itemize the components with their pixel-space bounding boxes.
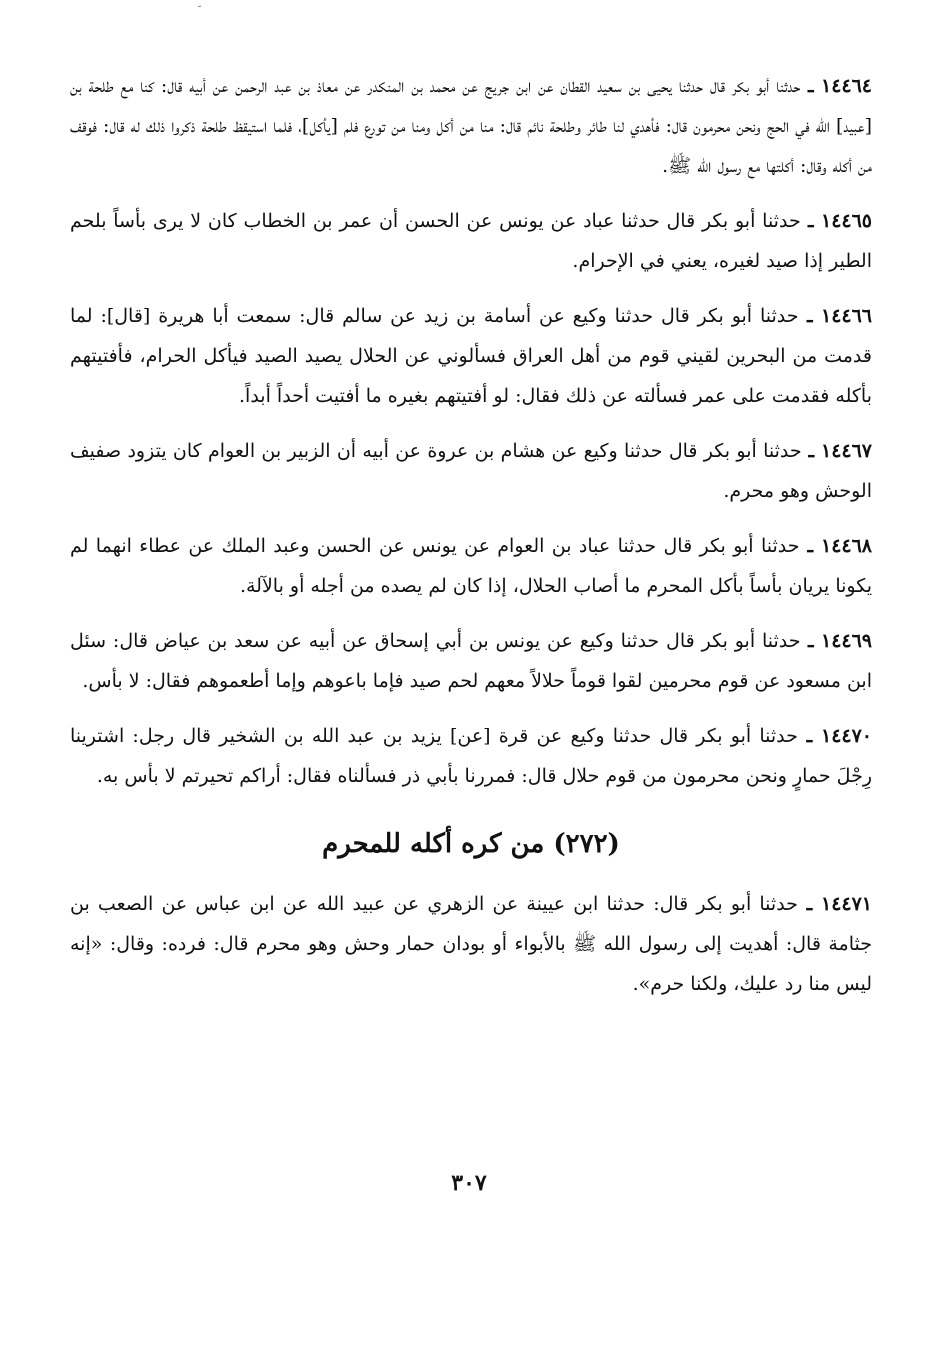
hadith-number: ١٤٤٦٧ bbox=[820, 440, 873, 462]
hadith-entry bbox=[70, 296, 872, 416]
hadith-entry bbox=[70, 526, 872, 606]
hadith-entry bbox=[70, 431, 872, 511]
hadith-number: ١٤٤٦٦ bbox=[820, 305, 873, 327]
scan-mark: ˘ bbox=[197, 6, 202, 17]
hadith-entry bbox=[70, 884, 872, 1004]
hadith-list-bottom bbox=[70, 884, 872, 1004]
hadith-entry bbox=[70, 66, 872, 186]
hadith-number: ١٤٤٧٠ bbox=[820, 725, 873, 747]
hadith-text: حدثنا أبو بكر قال حدثنا وكيع عن قرة [عن] يزيد بن عبد الله بن الشخير قال رجل: اشترينا رِجْلَ حمارٍ ونحن محرمون من قوم حلال قال: فمررنا بأبي ذر فسألناه فقال: أراكم تحيرتم لا بأس به. bbox=[70, 725, 872, 787]
hadith-separator: ـ bbox=[797, 893, 821, 915]
hadith-text: حدثنا أبو بكر قال حدثنا وكيع عن هشام بن عروة عن أبيه أن الزبير بن العوام كان يتزود صفيف الوحش وهو محرم. bbox=[70, 440, 872, 502]
hadith-separator: ـ bbox=[797, 725, 821, 747]
hadith-separator: ـ bbox=[799, 535, 821, 557]
page-content bbox=[70, 66, 872, 1306]
hadith-list-top bbox=[70, 66, 872, 796]
hadith-entry bbox=[70, 621, 872, 701]
hadith-number: ١٤٤٧١ bbox=[820, 893, 873, 915]
hadith-separator: ـ bbox=[800, 75, 821, 97]
hadith-separator: ـ bbox=[800, 210, 821, 232]
hadith-text: حدثنا أبو بكر قال حدثنا وكيع عن أسامة بن زيد عن سالم قال: سمعت أبا هريرة [قال]: لما قدمت من البحرين لقيني قوم من أهل العراق فسألوني عن الحلال يصيد الصيد فيأكل الحرام، فأفتيتهم بأكله فقدمت على عمر فسألته عن ذلك فقال: لو أفتيتهم بغيره ما أفتيت أحداً أبداً. bbox=[70, 305, 872, 407]
hadith-separator: ـ bbox=[800, 630, 821, 652]
chapter-heading: (٢٧٢) من كره أكله للمحرم bbox=[322, 829, 620, 859]
hadith-number: ١٤٤٦٨ bbox=[820, 535, 873, 557]
hadith-entry bbox=[70, 716, 872, 796]
hadith-text: حدثنا أبو بكر قال: حدثنا ابن عيينة عن الزهري عن عبيد الله عن ابن عباس عن الصعب بن جثامة قال: أهديت إلى رسول الله ﷺ بالأبواء أو بودان حمار وحش وهو محرم قال: فرده: وقال: «إنه ليس منا رد عليك، ولكنا حرم». bbox=[70, 893, 872, 995]
hadith-text: حدثنا أبو بكر قال حدثنا وكيع عن يونس بن أبي إسحاق عن أبيه عن سعد بن عياض قال: سئل ابن مسعود عن قوم محرمين لقوا قوماً حلالاً معهم لحم صيد فإما باعوهم وإما أطعموهم فقال: لا بأس. bbox=[70, 630, 872, 692]
hadith-number: ١٤٤٦٤ bbox=[820, 75, 873, 97]
hadith-separator: ـ bbox=[801, 440, 821, 462]
hadith-separator: ـ bbox=[798, 305, 821, 327]
hadith-text: حدثنا أبو بكر قال حدثنا عباد عن يونس عن الحسن أن عمر بن الخطاب كان لا يرى بأساً بلحم الطير إذا صيد لغيره، يعني في الإحرام. bbox=[70, 210, 872, 272]
hadith-number: ١٤٤٦٩ bbox=[820, 630, 873, 652]
hadith-text: حدثنا أبو بكر قال حدثنا يحيى بن سعيد القطان عن ابن جريج عن محمد بن المنكدر عن معاذ بن عبد الرحمن عن أبيه قال: كنا مع طلحة بن [عبيد] الله في الحج ونحن محرمون قال: فأهدي لنا طائر وطلحة نائم قال: منا من أكل ومنا من تورع فلم [يأكل]، فلما استيقظ طلحة ذكروا ذلك له قال: فوقف من أكله وقال: أكلتها مع رسول الله ﷺ. bbox=[70, 75, 872, 177]
page-number: ٣٠٧ bbox=[451, 1170, 487, 1196]
hadith-entry bbox=[70, 201, 872, 281]
hadith-number: ١٤٤٦٥ bbox=[820, 210, 873, 232]
hadith-text: حدثنا أبو بكر قال حدثنا عباد بن العوام عن يونس عن الحسن وعبد الملك عن عطاء انهما لم يكونا يريان بأساً بأكل المحرم ما أصاب الحلال، إذا كان لم يصده من أجله أو بالآلة. bbox=[70, 535, 872, 597]
